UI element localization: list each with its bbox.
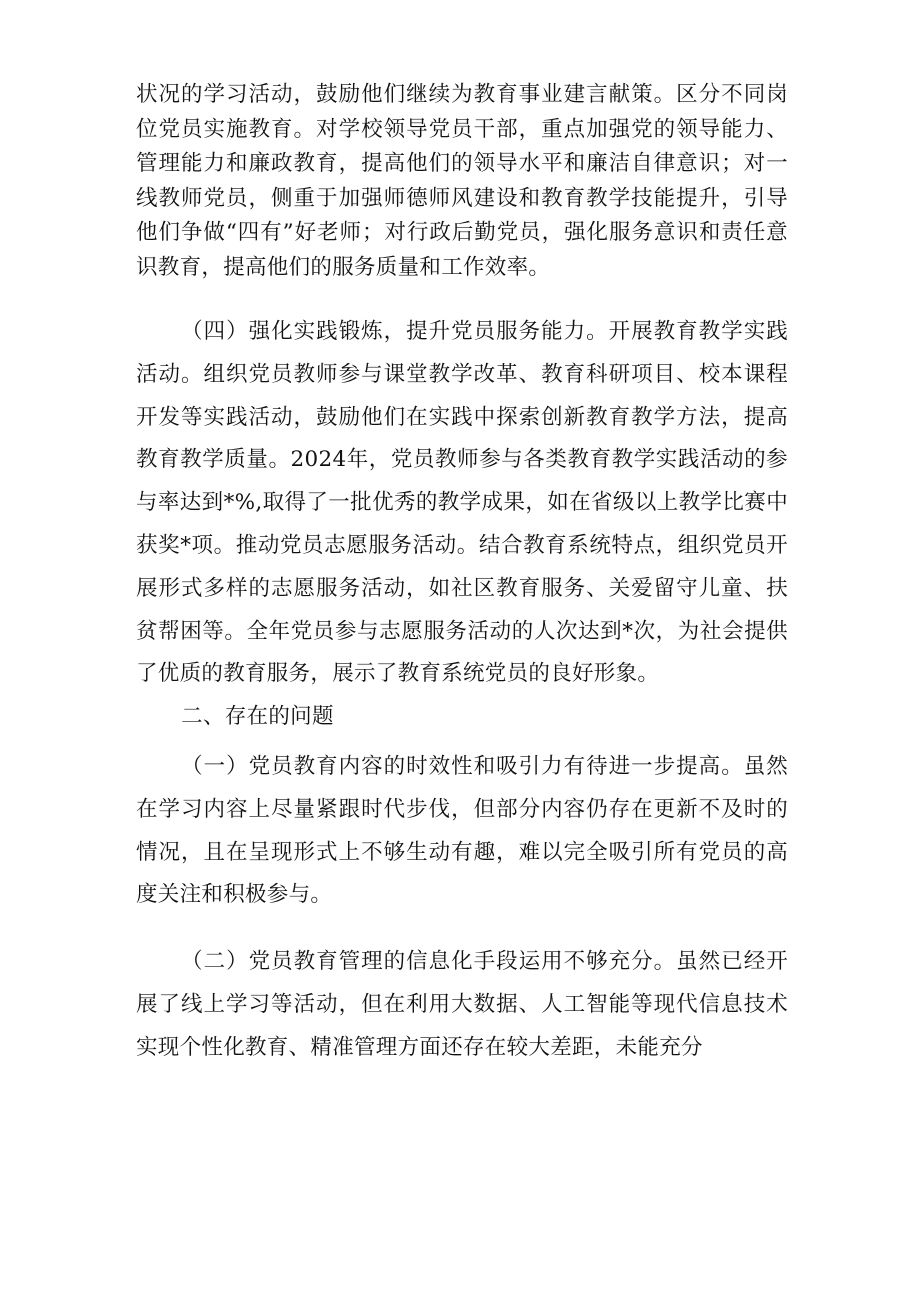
document-page	[136, 78, 788, 1070]
paragraph-section-four: （四）强化实践锻炼，提升党员服务能力。开展教育教学实践活动。组织党员教师参与课堂教学改革、教育科研项目、校本课程开发等实践活动，鼓励他们在实践中探索创新教育教学方法，提高教育教学质量。2024年，党员教师参与各类教育教学实践活动的参与率达到*%,取得了一批优秀的教学成果，如在省级以上教学比赛中获奖*项。推动党员志愿服务活动。结合教育系统特点，组织党员开展形式多样的志愿服务活动，如社区教育服务、关爱留守儿童、扶贫帮困等。全年党员参与志愿服务活动的人次达到*次，为社会提供了优质的教育服务，展示了教育系统党员的良好形象。	[136, 319, 788, 687]
paragraph-problem-one: （一）党员教育内容的时效性和吸引力有待进一步提高。虽然在学习内容上尽量紧跟时代步伐，但部分内容仍存在更新不及时的情况，且在呈现形式上不够生动有趣，难以完全吸引所有党员的高度关注和积极参与。	[136, 753, 788, 908]
paragraph-continued: 状况的学习活动，鼓励他们继续为教育事业建言献策。区分不同岗位党员实施教育。对学校领导党员干部，重点加强党的领导能力、管理能力和廉政教育，提高他们的领导水平和廉洁自律意识；对一线教师党员，侧重于加强师德师风建设和教育教学技能提升，引导他们争做“四有”好老师；对行政后勤党员，强化服务意识和责任意识教育，提高他们的服务质量和工作效率。	[136, 82, 788, 280]
section-heading-problems: 二、存在的问题	[181, 704, 334, 730]
paragraph-problem-two: （二）党员教育管理的信息化手段运用不够充分。虽然已经开展了线上学习等活动，但在利用大数据、人工智能等现代信息技术实现个性化教育、精准管理方面还存在较大差距，未能充分	[136, 949, 788, 1060]
